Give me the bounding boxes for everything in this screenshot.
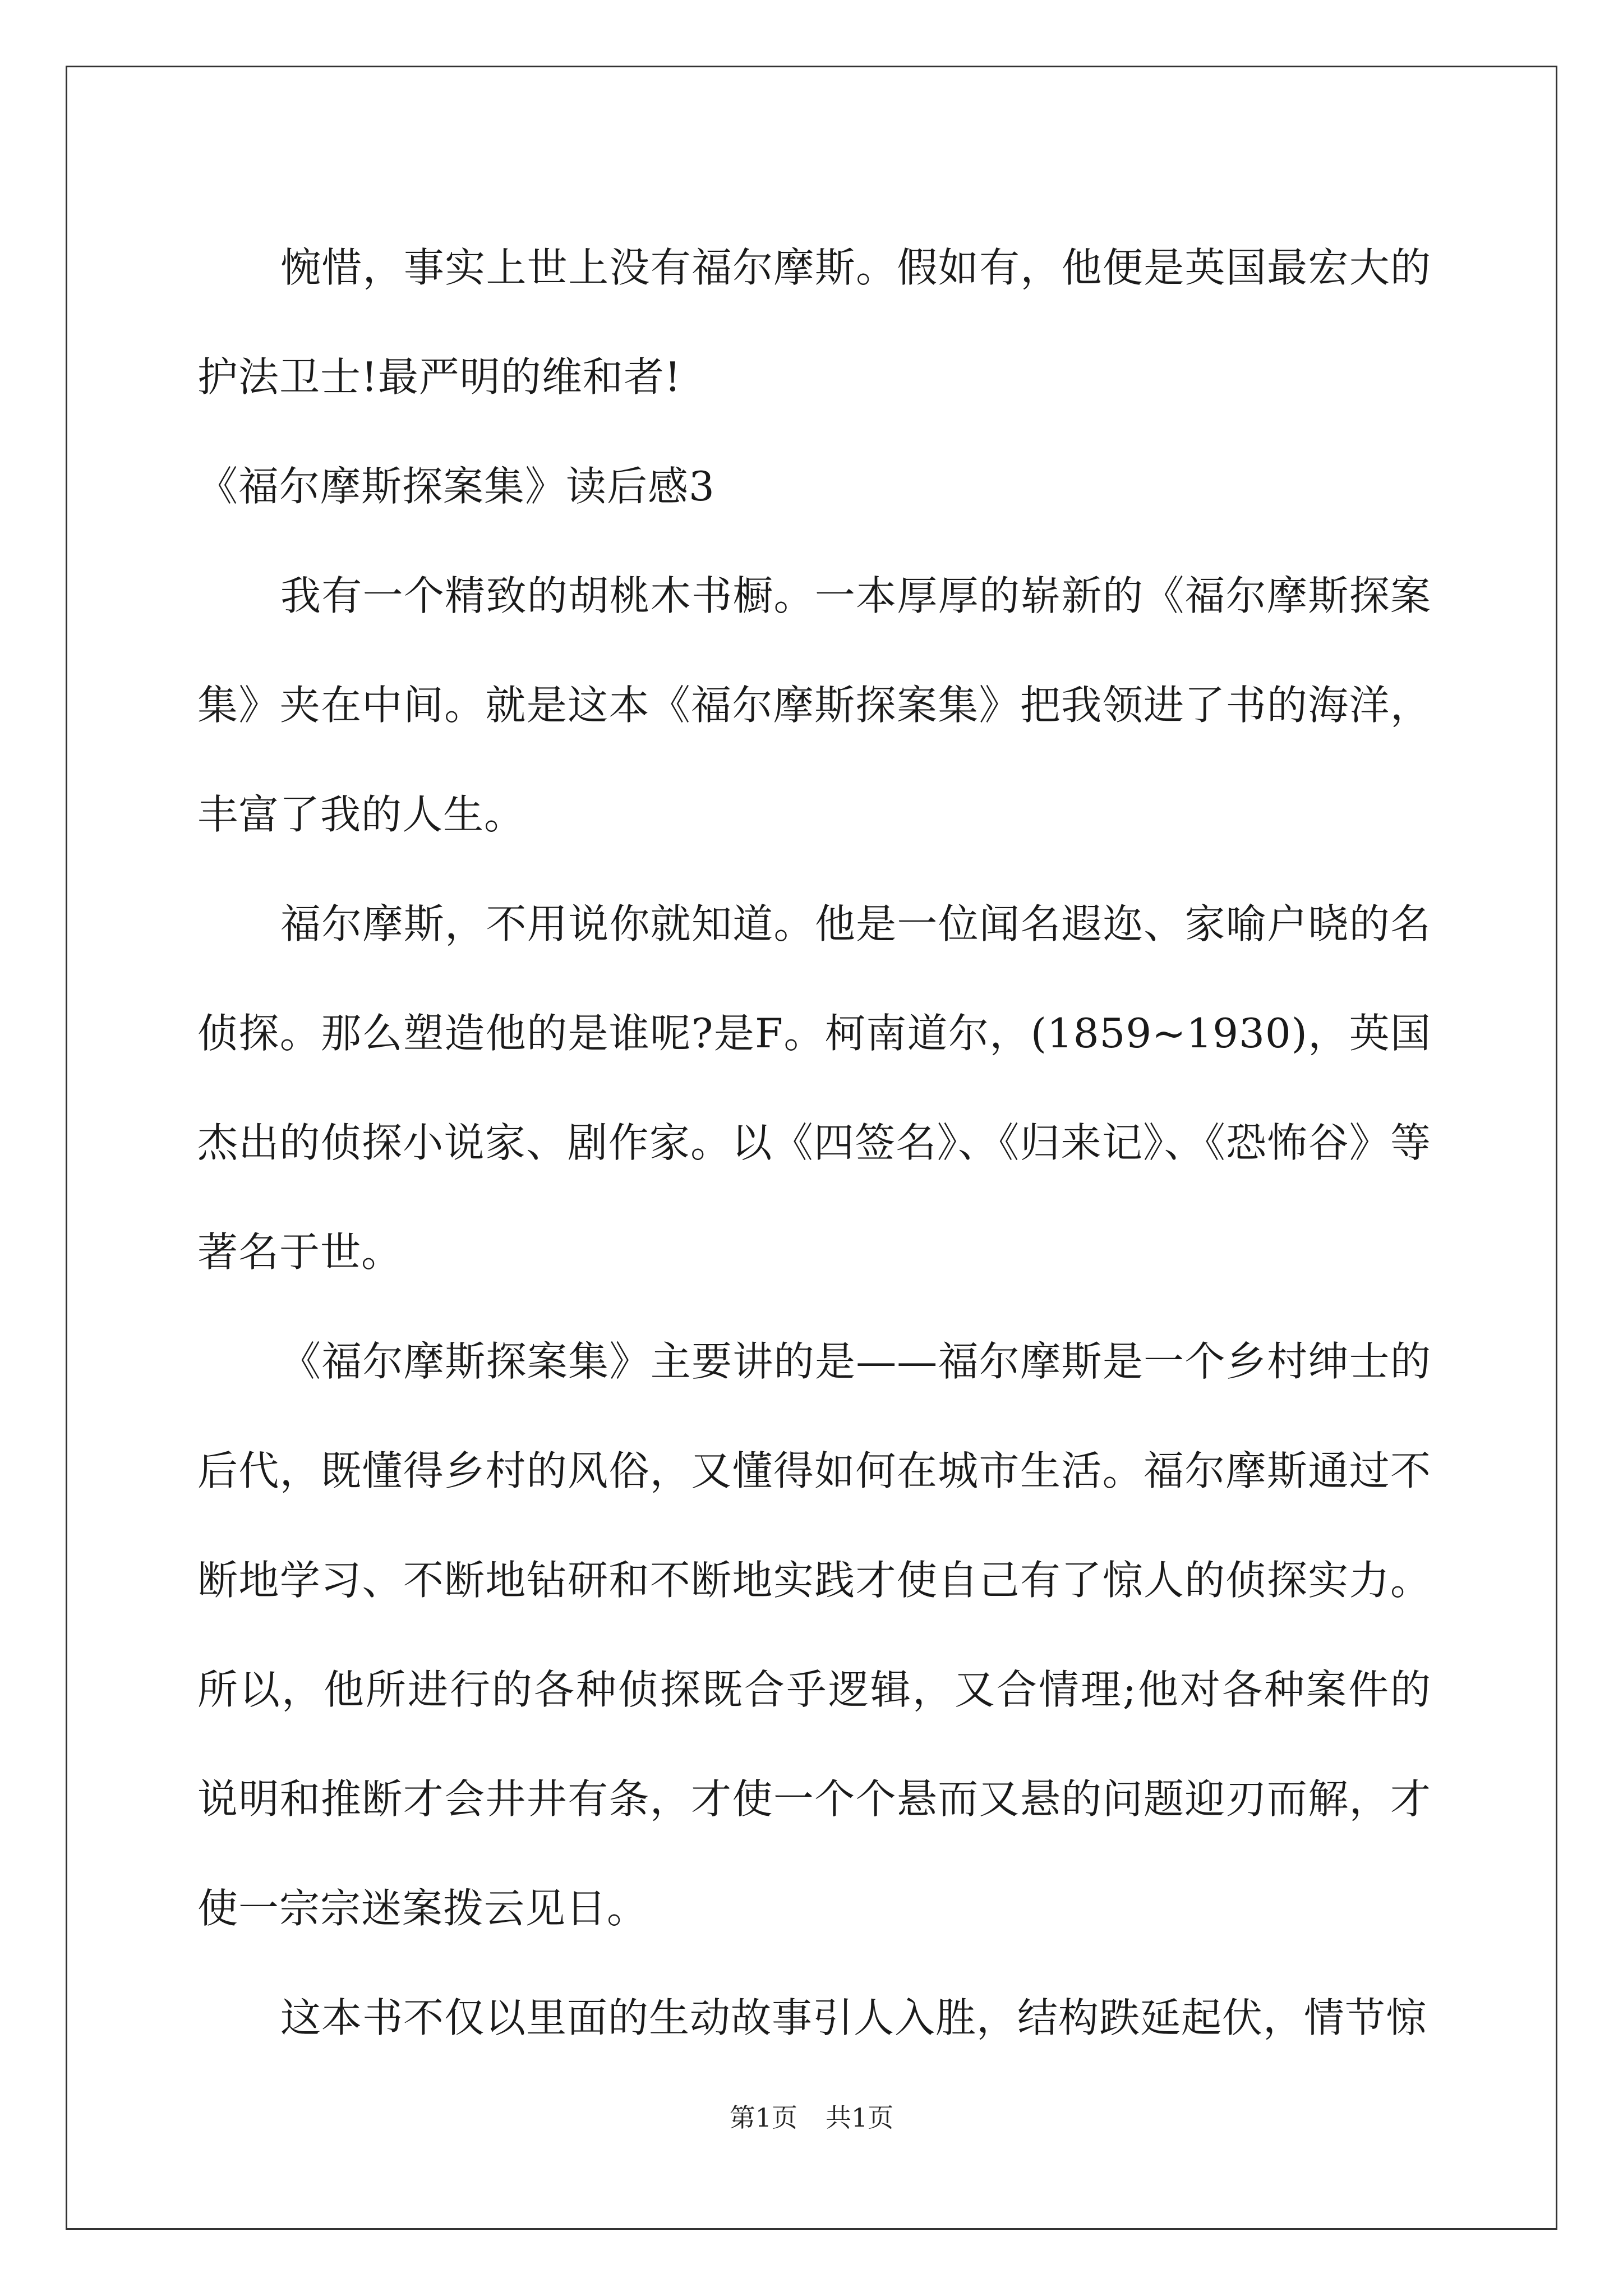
paragraph: 我有一个精致的胡桃木书橱。一本厚厚的崭新的《福尔摩斯探案集》夹在中间。就是这本《福尔摩斯探案集》把我领进了书的海洋，丰富了我的人生。: [197, 572, 1431, 838]
paragraph: 惋惜，事实上世上没有福尔摩斯。假如有，他便是英国最宏大的护法卫士!最严明的维和者!: [197, 244, 1431, 401]
page-number: 第1页: [729, 2102, 797, 2133]
paragraph: 这本书不仅以里面的生动故事引人入胜，结构跌延起伏，情节惊: [280, 1994, 1427, 2041]
paragraph: 福尔摩斯，不用说你就知道。他是一位闻名遐迩、家喻户晓的名侦探。那么塑造他的是谁呢?是F。柯南道尔，(1859~1930)，英国杰出的侦探小说家、剧作家。以《四签名》、《归来记》、《恐怖谷》等著名于世。: [197, 900, 1431, 1276]
document-body: [197, 213, 1431, 2073]
section-heading: 《福尔摩斯探案集》读后感3: [197, 463, 715, 510]
page-total: 共1页: [826, 2102, 894, 2133]
paragraph: 《福尔摩斯探案集》主要讲的是——福尔摩斯是一个乡村绅士的后代，既懂得乡村的风俗，又懂得如何在城市生活。福尔摩斯通过不断地学习、不断地钻研和不断地实践才使自己有了惊人的侦探实力。所以，他所进行的各种侦探既合乎逻辑，又合情理;他对各种案件的说明和推断才会井井有条，才使一个个悬而又悬的问题迎刃而解，才使一宗宗迷案拨云见日。: [197, 1338, 1431, 1932]
page-footer: [0, 2101, 1623, 2134]
